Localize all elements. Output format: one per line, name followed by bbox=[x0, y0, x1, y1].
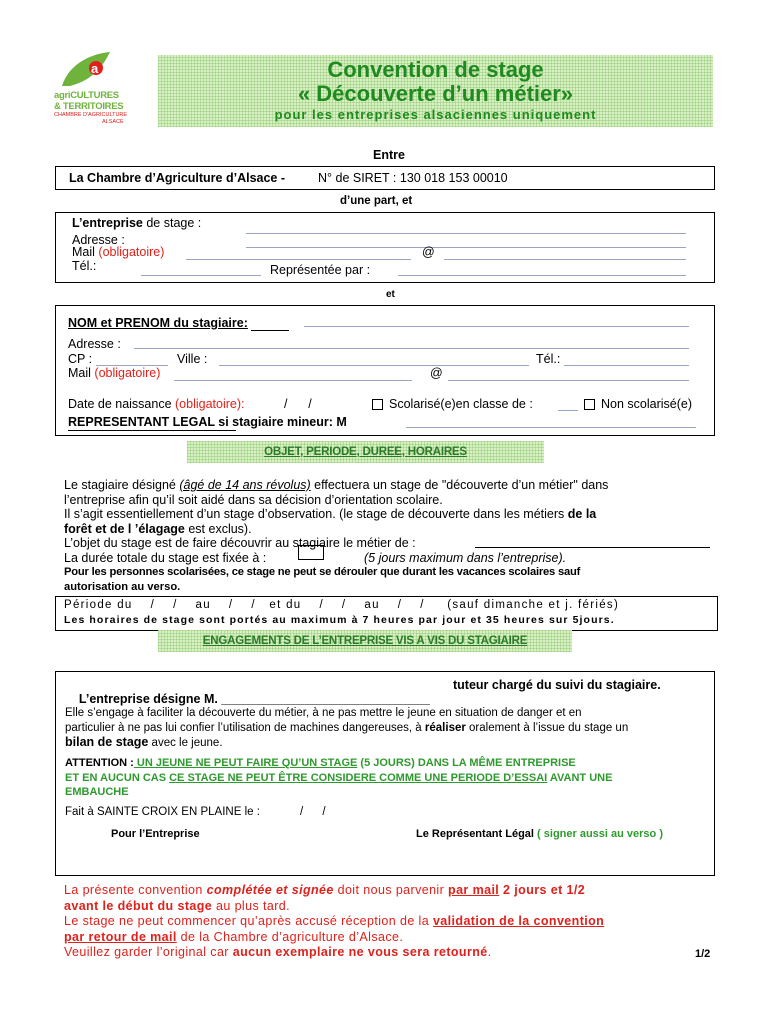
stagiaire-naissance-oblig: (obligatoire): bbox=[175, 397, 245, 411]
objet-p1b: (âgé de 14 ans révolus) bbox=[179, 478, 311, 492]
engagement-line-3 bbox=[65, 735, 710, 751]
footer-f5b: aucun exemplaire ne vous sera retourné bbox=[232, 945, 488, 959]
engagement-e3a: bilan de stage bbox=[65, 735, 149, 749]
footer-f1a: La présente convention bbox=[64, 883, 207, 897]
engagement-e2a: particulier à ne pas lui confier l’utilisation de machines dangereuses, à bbox=[65, 721, 425, 734]
objet-p4a: forêt et de l ’élagage bbox=[64, 521, 185, 536]
stagiaire-ville-field[interactable] bbox=[219, 365, 529, 366]
objet-p1a: Le stagiaire désigné bbox=[64, 478, 180, 492]
attention-line-3: EMBAUCHE bbox=[65, 786, 129, 798]
objet-p3a: Il s’agit essentiellement d’un stage d’observation. (le stage de découverte dans les métiers bbox=[64, 507, 568, 521]
objet-p6: La durée totale du stage est fixée à : bbox=[64, 550, 267, 565]
scolarise-option[interactable] bbox=[372, 397, 533, 411]
footer-f4b: de la Chambre d’agriculture d’Alsace. bbox=[176, 929, 404, 944]
entreprise-adresse-field[interactable] bbox=[246, 247, 686, 248]
non-scolarise-label: Non scolarisé(e) bbox=[601, 397, 693, 411]
periode-box bbox=[55, 596, 718, 631]
footer-f1e: 2 jours et 1/2 bbox=[499, 883, 586, 897]
objet-line-3 bbox=[64, 507, 704, 522]
entreprise-label-rest: de stage : bbox=[142, 216, 202, 230]
title-line-2: « Découverte d’un métier» bbox=[297, 81, 574, 106]
objet-p6b: (5 jours maximum dans l’entreprise). bbox=[364, 550, 567, 565]
attention-2b: AVANT UNE bbox=[547, 771, 613, 784]
footer-f1b: complétée et signée bbox=[206, 883, 334, 897]
logo-leaf-icon bbox=[60, 50, 112, 90]
stagiaire-cp-label: CP : bbox=[68, 352, 93, 366]
classe-field[interactable] bbox=[558, 410, 578, 411]
entreprise-label bbox=[72, 216, 201, 230]
representant-legal-note: ( signer aussi au verso ) bbox=[537, 828, 663, 840]
stagiaire-mail-label bbox=[68, 366, 160, 380]
stagiaire-tel-label: Tél.: bbox=[536, 352, 561, 366]
entreprise-mail-label bbox=[72, 245, 164, 259]
scolarise-label: Scolarisé(e)en classe de : bbox=[389, 397, 533, 411]
title-banner bbox=[158, 55, 713, 127]
objet-p3b: de la bbox=[567, 507, 597, 521]
footer-notice bbox=[64, 883, 724, 961]
objet-p4b: est exclus). bbox=[184, 521, 252, 536]
footer-f4a: par retour de mail bbox=[64, 929, 177, 944]
engagement-e3b: avec le jeune. bbox=[148, 737, 223, 749]
footer-f3b: validation de la convention bbox=[432, 914, 605, 928]
representant-legal-label bbox=[416, 828, 663, 840]
page-number: 1/2 bbox=[695, 948, 711, 960]
section-engagements-title: ENGAGEMENTS DE L’ENTREPRISE VIS A VIS DU STAGIAIRE bbox=[158, 630, 572, 652]
logo-text-4: ALSACE bbox=[102, 119, 124, 125]
footer-f2a: avant le début du stage bbox=[64, 898, 213, 913]
tuteur-label: L’entreprise désigne M. ______________________________ bbox=[78, 692, 430, 706]
footer-line-5 bbox=[64, 945, 724, 961]
non-scolarise-checkbox[interactable] bbox=[584, 399, 595, 410]
stagiaire-naissance-label bbox=[68, 397, 245, 411]
engagement-e2b: réaliser bbox=[424, 721, 466, 734]
objet-line-5: L’objet du stage est de faire découvrir au stagiaire le métier de : bbox=[64, 536, 416, 550]
entreprise-representee-label: Représentée par : bbox=[270, 263, 371, 277]
horaires-line: Les horaires de stage sont portés au maximum à 7 heures par jour et 35 heures sur 5jours. bbox=[64, 614, 615, 626]
stagiaire-nom-underline bbox=[251, 330, 289, 331]
footer-f3a: Le stage ne peut commencer qu’après accusé réception de la bbox=[64, 914, 433, 928]
footer-f1c: doit nous parvenir bbox=[333, 883, 449, 897]
objet-line-2: l’entreprise afin qu’il soit aidé dans sa décision d’orientation scolaire. bbox=[64, 492, 443, 507]
chambre-siret: N° de SIRET : 130 018 153 00010 bbox=[318, 171, 508, 185]
representant-underline bbox=[68, 430, 236, 431]
stagiaire-nom-field[interactable] bbox=[304, 326, 689, 327]
stagiaire-naissance-field[interactable]: / / bbox=[284, 397, 312, 411]
entreprise-label-bold: L’entreprise bbox=[72, 216, 143, 230]
stagiaire-mail-field[interactable] bbox=[174, 380, 412, 381]
attention-label: ATTENTION : bbox=[65, 757, 134, 769]
stagiaire-adresse-label: Adresse : bbox=[68, 337, 121, 351]
entreprise-mail-oblig: (obligatoire) bbox=[98, 245, 165, 259]
subtitle: pour les entreprises alsaciennes uniquement bbox=[274, 107, 597, 122]
et-label: et bbox=[386, 289, 395, 300]
fait-date-field[interactable]: / / bbox=[300, 806, 326, 818]
attention-1b: (5 JOURS) DANS LA MÊME ENTREPRISE bbox=[357, 757, 576, 769]
logo-text-3: CHAMBRE D'AGRICULTURE bbox=[54, 112, 128, 118]
stagiaire-ville-label: Ville : bbox=[177, 352, 208, 366]
objet-line-1 bbox=[64, 478, 704, 493]
entreprise-adresse-label: Adresse : bbox=[72, 233, 125, 247]
attention-2u: CE STAGE NE PEUT ÊTRE CONSIDERE COMME UNE PERIODE D’ESSAI bbox=[169, 771, 548, 784]
logo-text-1: agriCULTURES bbox=[54, 90, 119, 101]
engagement-line-2 bbox=[65, 721, 710, 736]
stagiaire-box bbox=[55, 305, 715, 436]
non-scolarise-option[interactable] bbox=[584, 397, 692, 411]
fait-label: Fait à SAINTE CROIX EN PLAINE le : bbox=[65, 806, 260, 818]
periode-line[interactable]: Période du / / au / / et du / / au / / (sauf dimanche et j. fériés) bbox=[64, 599, 620, 611]
entreprise-representee-field[interactable] bbox=[398, 275, 686, 276]
scolarise-checkbox[interactable] bbox=[372, 399, 383, 410]
representant-field[interactable] bbox=[406, 427, 696, 428]
attention-line-2 bbox=[65, 771, 710, 786]
attention-line-1 bbox=[65, 756, 710, 771]
metier-field[interactable] bbox=[475, 547, 710, 548]
stagiaire-at-sign: @ bbox=[430, 366, 443, 380]
logo-text-2: & TERRITOIRES bbox=[54, 101, 124, 112]
stagiaire-mail-oblig: (obligatoire) bbox=[94, 366, 161, 380]
footer-line-1 bbox=[64, 883, 724, 899]
entreprise-name-field[interactable] bbox=[246, 233, 686, 234]
objet-line-7: Pour les personnes scolarisées, ce stage ne peut se dérouler que durant les vacances scolaires sauf bbox=[64, 566, 581, 578]
footer-f5c: . bbox=[487, 945, 492, 959]
objet-line-4 bbox=[64, 522, 704, 537]
entreprise-box bbox=[55, 212, 715, 283]
stagiaire-naissance-text: Date de naissance bbox=[68, 397, 176, 411]
footer-f2b: au plus tard. bbox=[212, 898, 290, 913]
stagiaire-nom-label: NOM et PRENOM du stagiaire: bbox=[68, 316, 248, 330]
objet-line-6 bbox=[64, 551, 704, 566]
footer-line-2 bbox=[64, 899, 724, 915]
section-objet-title: OBJET, PERIODE, DUREE, HORAIRES bbox=[187, 441, 544, 463]
entreprise-at-sign: @ bbox=[422, 245, 435, 259]
objet-line-8: autorisation au verso. bbox=[64, 580, 181, 593]
stagiaire-mail-domain-field[interactable] bbox=[448, 380, 689, 381]
representant-legal-text: Le Représentant Légal bbox=[416, 828, 538, 840]
stagiaire-tel-field[interactable] bbox=[564, 365, 689, 366]
entreprise-tel-field[interactable] bbox=[141, 275, 261, 276]
title-line-1: Convention de stage bbox=[327, 57, 544, 82]
footer-line-3 bbox=[64, 914, 724, 930]
footer-f1d: par mail bbox=[448, 883, 500, 897]
entreprise-tel-label: Tél.: bbox=[72, 259, 97, 273]
representant-label: REPRESENTANT LEGAL si stagiaire mineur: M bbox=[68, 415, 347, 429]
stagiaire-adresse-field[interactable] bbox=[134, 348, 689, 349]
entreprise-mail-domain-field[interactable] bbox=[444, 259, 686, 260]
chambre-name: La Chambre d’Agriculture d’Alsace - bbox=[69, 171, 286, 185]
dune-part-label: d’une part, et bbox=[340, 195, 413, 207]
footer-line-4 bbox=[64, 930, 724, 946]
objet-paragraph bbox=[64, 478, 704, 594]
stagiaire-mail-text: Mail bbox=[68, 366, 95, 380]
footer-f5a: Veuillez garder l’original car bbox=[64, 945, 233, 959]
tuteur-role: tuteur chargé du suivi du stagiaire. bbox=[453, 678, 661, 692]
engagements-box bbox=[55, 671, 715, 876]
attention-2a: ET EN AUCUN CAS bbox=[65, 771, 170, 784]
entreprise-mail-field[interactable] bbox=[186, 259, 411, 260]
pour-entreprise-label: Pour l’Entreprise bbox=[111, 828, 200, 840]
engagement-line-1: Elle s’engage à faciliter la découverte du métier, à ne pas mettre le jeune en situation de danger et en bbox=[65, 707, 582, 719]
engagement-text bbox=[65, 706, 710, 751]
duree-field[interactable] bbox=[298, 545, 324, 560]
engagement-e2c: oralement à l’issue du stage un bbox=[465, 721, 629, 734]
entre-label: Entre bbox=[373, 148, 405, 162]
attention-1u: UN JEUNE NE PEUT FAIRE QU’UN STAGE bbox=[133, 757, 358, 769]
entreprise-mail-text: Mail bbox=[72, 245, 99, 259]
svg-text:a: a bbox=[91, 61, 99, 76]
objet-p1c: effectuera un stage de "découverte d’un métier" dans bbox=[310, 478, 609, 492]
attention-block bbox=[65, 756, 710, 800]
logo bbox=[52, 50, 162, 130]
chambre-box bbox=[55, 166, 715, 190]
